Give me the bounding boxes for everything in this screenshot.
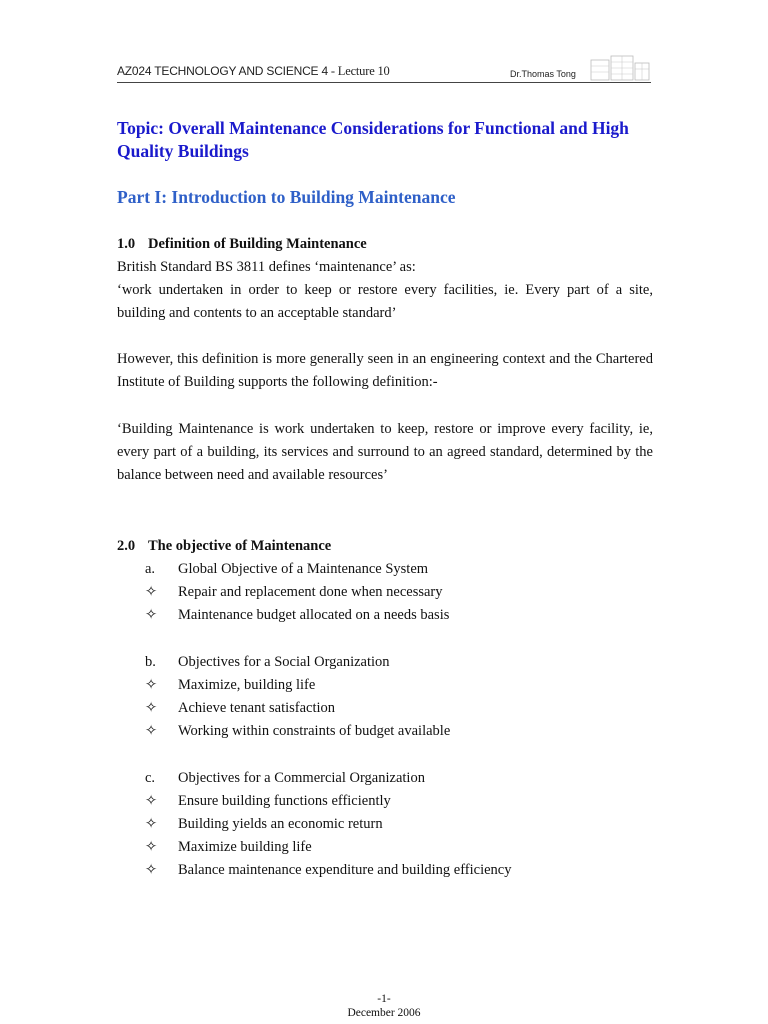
list-item: Repair and replacement done when necessary [178,584,443,600]
bs-intro: British Standard BS 3811 defines ‘maintenance’ as: [117,259,416,275]
bullet-icon: ✧ [145,700,158,716]
list-item: Achieve tenant satisfaction [178,700,336,716]
group-a-marker: a. [145,561,156,577]
course-title [117,64,390,79]
bs-definition-quote: ‘work undertaken in order to keep or restore every facilities, ie. Every part of a site, building and contents to an acceptable standard’ [117,282,653,321]
list-item: Maintenance budget allocated on a needs basis [178,607,450,623]
list-item: Maximize, building life [178,677,316,693]
part-heading: Part I: Introduction to Building Maintenance [117,187,456,207]
section-2-heading [117,538,331,555]
group-b-title: Objectives for a Social Organization [178,654,390,670]
lecture-number: - Lecture 10 [327,64,390,78]
list-item: Building yields an economic return [178,816,383,832]
page-number: -1- [377,993,391,1005]
header-rule [117,82,651,83]
topic-heading: Topic: Overall Maintenance Considerations for Functional and High Quality Buildings [117,118,629,161]
list-item: Balance maintenance expenditure and building efficiency [178,862,512,878]
bullet-icon: ✧ [145,816,158,832]
group-c-title: Objectives for a Commercial Organization [178,770,425,786]
group-a-title: Global Objective of a Maintenance System [178,561,429,577]
bullet-icon: ✧ [145,677,158,693]
section-1-number: 1.0 [117,236,136,252]
however-paragraph: However, this definition is more generally seen in an engineering context and the Chartered Institute of Building supports the following definition:- [117,351,653,390]
bullet-icon: ✧ [145,839,158,855]
group-b-marker: b. [145,654,156,670]
list-item: Maximize building life [178,839,312,855]
bullet-icon: ✧ [145,584,158,600]
ciob-definition-quote: ‘Building Maintenance is work undertaken to keep, restore or improve every facility, ie, every part of a building, its services and surround to an agreed standard, determined by the balance between need and available resources’ [117,421,653,483]
bullet-icon: ✧ [145,723,158,739]
author-name: Dr.Thomas Tong [510,69,576,79]
section-2-number: 2.0 [117,538,136,554]
footer-date: December 2006 [347,1007,421,1019]
building-illustration [587,54,651,82]
group-c-marker: c. [145,770,156,786]
bullet-icon: ✧ [145,793,158,809]
section-1-heading [117,236,367,253]
bullet-icon: ✧ [145,862,158,878]
page-header [117,62,651,86]
section-2-title: The objective of Maintenance [148,538,332,554]
list-item: Ensure building functions efficiently [178,793,391,809]
bullet-icon: ✧ [145,607,158,623]
course-code: AZ024 TECHNOLOGY AND SCIENCE 4 [117,64,328,78]
section-1-title: Definition of Building Maintenance [148,236,367,252]
list-item: Working within constraints of budget available [178,723,451,739]
